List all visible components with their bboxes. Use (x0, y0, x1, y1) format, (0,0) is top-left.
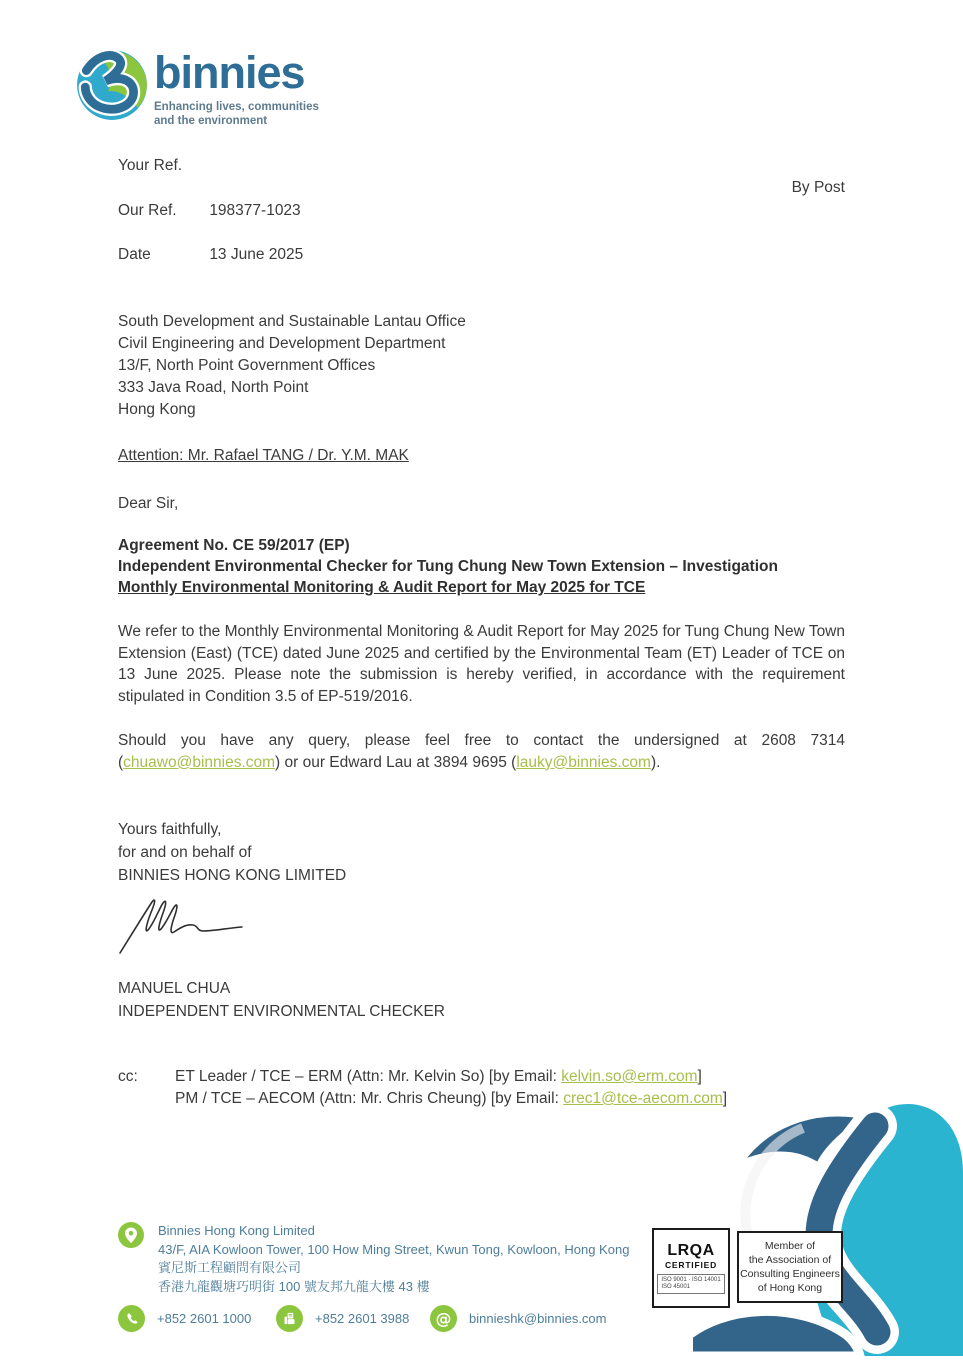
footer-email-address: binnieshk@binnies.com (469, 1311, 607, 1326)
date-row (118, 246, 303, 264)
subject-line3: Monthly Environmental Monitoring & Audit Report for May 2025 for TCE (118, 579, 646, 596)
binnies-logo-icon (75, 48, 149, 127)
signatory-name: MANUEL CHUA (118, 980, 231, 997)
email-at-icon (430, 1305, 457, 1332)
recipient-address-line: Civil Engineering and Development Department (118, 335, 446, 352)
location-pin-icon (118, 1222, 144, 1253)
closing-line2: for and on behalf of (118, 844, 252, 861)
paragraph2-text: ). (650, 753, 661, 771)
paragraph2-text: ) or our Edward Lau at 3894 9695 ( (275, 753, 517, 771)
recipient-address-line: Hong Kong (118, 401, 196, 418)
signatory-block (118, 977, 445, 1023)
cc-line1-text: ] (697, 1068, 702, 1085)
brand-wordmark: binnies (154, 47, 305, 98)
cc-line1 (175, 1066, 845, 1088)
footer-company-name: Binnies Hong Kong Limited (158, 1223, 315, 1238)
subject-line2: Independent Environmental Checker for Tung Chung New Town Extension – Investigation (118, 558, 778, 575)
subject-block (118, 535, 778, 598)
attention-line: Attention: Mr. Rafael TANG / Dr. Y.M. MAK (118, 447, 409, 464)
corner-swirl-graphic (693, 1088, 963, 1361)
our-ref-row (118, 202, 301, 220)
footer-company-block (158, 1222, 658, 1296)
your-ref-row (118, 157, 205, 175)
body-paragraph-1: We refer to the Monthly Environmental Monitoring & Audit Report for May 2025 for Tung Chung New Town Extension (East) (TCE) dated June 2025 and certified by the Environmental Team (ET) Leader of TCE on 13 June 2025. Please note the submission is hereby verified, in accordance with the requirement stipulated in Condition 3.5 of EP-519/2016. (118, 623, 845, 706)
cc-line2-text: ] (722, 1090, 728, 1107)
closing-line1: Yours faithfully, (118, 821, 222, 838)
footer-phone-number: +852 2601 1000 (157, 1311, 252, 1326)
date-label: Date (118, 246, 151, 263)
footer-address-zh: 香港九龍觀塘巧明街 100 號友邦九龍大樓 43 樓 (158, 1278, 430, 1294)
phone-icon (118, 1305, 145, 1332)
cc-line1-text: ET Leader / TCE – ERM (Attn: Mr. Kelvin So) [by Email: (175, 1068, 562, 1085)
brand-tagline-line2: and the environment (154, 114, 268, 127)
email-link-lauky[interactable]: lauky@binnies.com (516, 753, 651, 771)
lrqa-certified-label: CERTIFIED (664, 1259, 718, 1270)
cc-line2-text: PM / TCE – AECOM (Attn: Mr. Chris Cheung) [by Email: (175, 1090, 564, 1107)
footer-address-en: 43/F, AIA Kowloon Tower, 100 How Ming Street, Kwun Tong, Kowloon, Hong Kong (158, 1241, 630, 1257)
recipient-address-line: 333 Java Road, North Point (118, 379, 309, 396)
ace-membership-badge (737, 1231, 843, 1303)
our-ref-value: 198377-1023 (209, 202, 301, 219)
membership-line4: of Hong Kong (757, 1282, 823, 1294)
closing-block (118, 818, 346, 887)
date-value: 13 June 2025 (209, 246, 304, 263)
closing-line3: BINNIES HONG KONG LIMITED (118, 867, 347, 884)
your-ref-label: Your Ref. (118, 157, 183, 174)
recipient-address (118, 311, 845, 421)
membership-line3: Consulting Engineers (740, 1268, 840, 1280)
delivery-method: By Post (791, 179, 845, 196)
footer-email-item (430, 1305, 607, 1332)
footer-fax-number: +852 2601 3988 (315, 1311, 410, 1326)
binnies-logo (75, 48, 319, 128)
brand-tagline-line1: Enhancing lives, communities (154, 101, 319, 113)
body-paragraph-2 (118, 730, 845, 773)
subject-line1: Agreement No. CE 59/2017 (EP) (118, 537, 350, 554)
paragraph2-text: Should you have any query, please feel free to contact the undersigned at 2608 7314 ( (118, 732, 845, 771)
membership-line2: the Association of (748, 1254, 832, 1266)
email-link-chuawo[interactable]: chuawo@binnies.com (123, 753, 276, 771)
signature-image (116, 897, 246, 962)
recipient-address-line: 13/F, North Point Government Offices (118, 357, 376, 374)
our-ref-label: Our Ref. (118, 202, 177, 219)
recipient-address-line: South Development and Sustainable Lantau Office (118, 313, 466, 330)
fax-icon (276, 1305, 303, 1332)
cc-label: cc: (118, 1068, 138, 1085)
email-link-kelvin-so[interactable]: kelvin.so@erm.com (561, 1068, 698, 1085)
salutation: Dear Sir, (118, 495, 179, 512)
lrqa-iso-line1: ISO 9001 · ISO 14001 (661, 1276, 721, 1283)
signatory-title: INDEPENDENT ENVIRONMENTAL CHECKER (118, 1003, 445, 1020)
at-glyph: @ (435, 1309, 452, 1328)
lrqa-iso-line2: ISO 45001 (661, 1283, 690, 1290)
footer-company-zh: 賓尼斯工程顧問有限公司 (158, 1260, 302, 1275)
membership-line1: Member of (764, 1240, 816, 1252)
footer-phone-item (118, 1305, 251, 1332)
lrqa-logo-text: LRQA (667, 1241, 715, 1259)
footer-fax-item (276, 1305, 409, 1332)
email-link-crec1[interactable]: crec1@tce-aecom.com (563, 1090, 723, 1107)
